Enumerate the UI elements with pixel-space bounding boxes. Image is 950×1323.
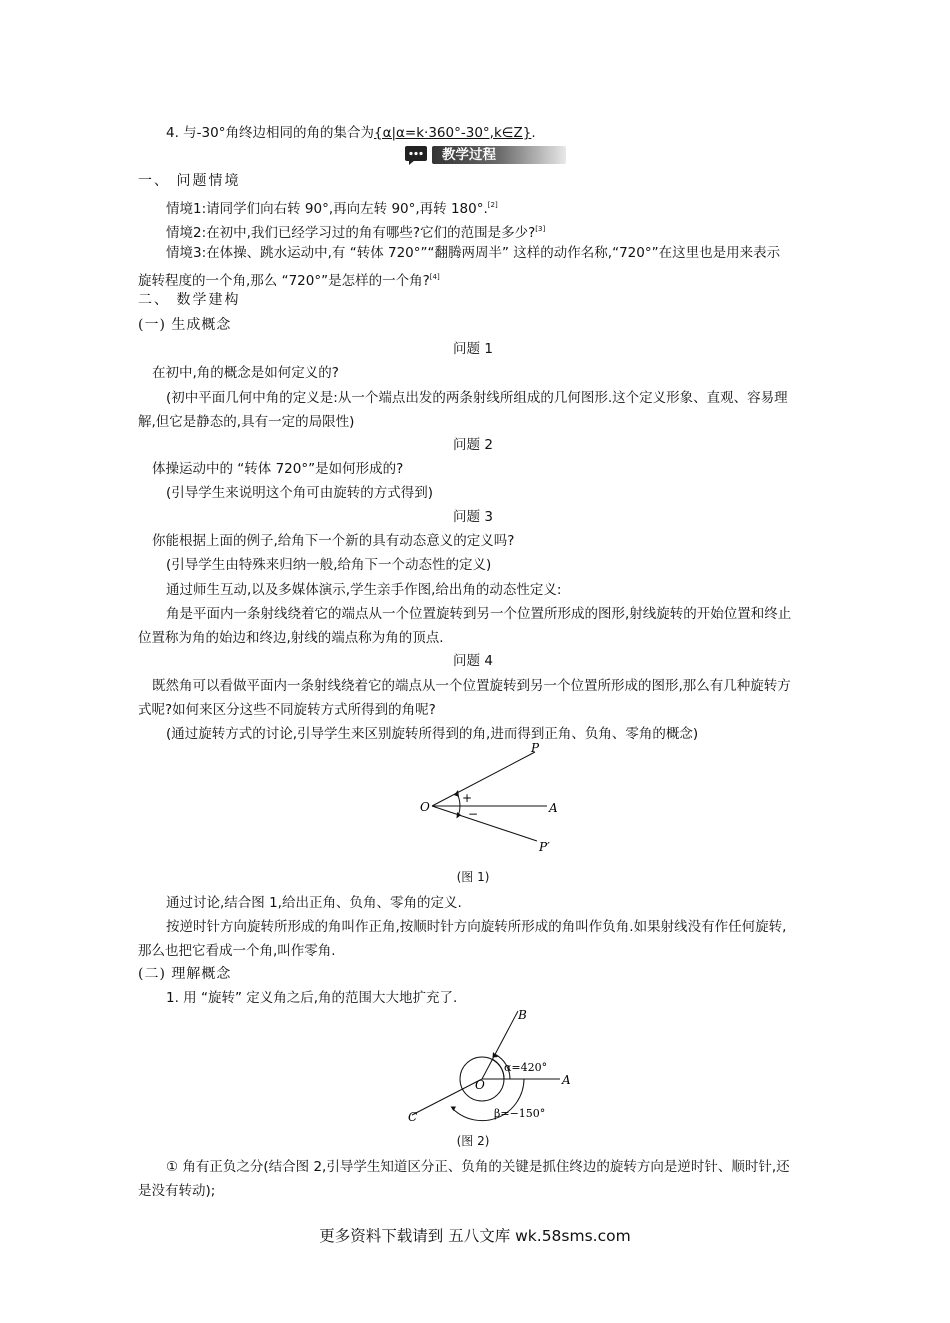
question-3-text: 你能根据上面的例子,给角下一个新的具有动态意义的定义吗?	[152, 533, 515, 549]
scenario-3-line1: 情境3:在体操、跳水运动中,有 “转体 720°”“翻腾两周半” 这样的动作名称,“720°”在这里也是用来表示	[166, 245, 781, 261]
label-beta: β=−150°	[494, 1107, 546, 1120]
question-2-text: 体操运动中的 “转体 720°”是如何形成的?	[152, 461, 404, 477]
speech-bubble-icon	[404, 144, 430, 166]
figure-2-diagram	[400, 1005, 580, 1127]
question-1-title: 问题 1	[453, 341, 493, 357]
section-banner	[404, 144, 566, 166]
scenario-3-line2: 旋转程度的一个角,那么 “720°”是怎样的一个角?[4]	[138, 273, 440, 289]
label-A: A	[549, 801, 558, 815]
label-C: C	[408, 1110, 418, 1124]
subsection-heading-1: (一) 生成概念	[138, 317, 232, 333]
label-alpha: α=420°	[504, 1061, 548, 1074]
label-P-prime: P′	[539, 840, 550, 854]
definition-intro: 通过讨论,结合图 1,给出正角、负角、零角的定义.	[166, 895, 462, 911]
label-A: A	[562, 1073, 571, 1087]
paragraph-rotation-range: 1. 用 “旋转” 定义角之后,角的范围大大地扩充了.	[166, 990, 458, 1006]
section-heading-2: 二、 数学建构	[138, 292, 241, 308]
question-1-text: 在初中,角的概念是如何定义的?	[152, 365, 339, 381]
point-1-line1: ① 角有正负之分(结合图 2,引导学生知道区分正、负角的关键是抓住终边的旋转方向是逆时针、顺时针,还	[166, 1159, 790, 1175]
angle-set: {α|α=k·360°-30°,k∈Z}	[373, 125, 532, 141]
point-1-line2: 是没有转动);	[138, 1183, 216, 1199]
label-B: B	[518, 1008, 527, 1022]
question-3-answer: (引导学生由特殊来归纳一般,给角下一个动态性的定义)	[166, 557, 492, 573]
label-O: O	[420, 800, 430, 814]
question-3-title: 问题 3	[453, 509, 493, 525]
scenario-2: 情境2:在初中,我们已经学习过的角有哪些?它们的范围是多少?[3]	[166, 225, 546, 241]
question-1-answer-line1: (初中平面几何中角的定义是:从一个端点出发的两条射线所组成的几何图形.这个定义形象、直观、容易理	[166, 390, 788, 406]
angle-definition-line2: 位置称为角的始边和终边,射线的端点称为角的顶点.	[138, 630, 444, 646]
question-4-answer: (通过旋转方式的讨论,引导学生来区别旋转所得到的角,进而得到正角、负角、零角的概念)	[166, 726, 699, 742]
question-4-line2: 式呢?如何来区分这些不同旋转方式所得到的角呢?	[138, 702, 436, 718]
figure-1-diagram	[410, 740, 570, 860]
question-4-line1: 既然角可以看做平面内一条射线绕着它的端点从一个位置旋转到另一个位置所形成的图形,那么有几种旋转方	[152, 678, 791, 694]
definition-line2: 那么也把它看成一个角,叫作零角.	[138, 943, 336, 959]
question-1-answer-line2: 解,但它是静态的,具有一定的局限性)	[138, 414, 355, 430]
question-4-title: 问题 4	[453, 653, 493, 669]
label-O: O	[475, 1078, 485, 1092]
figure-1-caption: (图 1)	[456, 870, 490, 884]
question-3-note: 通过师生互动,以及多媒体演示,学生亲手作图,给出角的动态性定义:	[166, 582, 562, 598]
question-2-title: 问题 2	[453, 437, 493, 453]
label-minus: −	[468, 807, 479, 821]
definition-line1: 按逆时针方向旋转所形成的角叫作正角,按顺时针方向旋转所形成的角叫作负角.如果射线没有作任何旋转,	[166, 919, 787, 935]
subsection-heading-2: (二) 理解概念	[138, 966, 232, 982]
section-heading-1: 一、 问题情境	[138, 173, 241, 189]
banner-label: 教学过程	[442, 147, 496, 163]
item-4: 4. 与-30°角终边相同的角的集合为{α|α=k·360°-30°,k∈Z}.	[166, 125, 536, 141]
ray-OP-prime	[432, 806, 537, 841]
ray-OP	[432, 752, 535, 806]
figure-2-caption: (图 2)	[456, 1134, 490, 1148]
label-P: P	[531, 741, 540, 755]
angle-definition-line1: 角是平面内一条射线绕着它的端点从一个位置旋转到另一个位置所形成的图形,射线旋转的开始位置和终止	[166, 606, 792, 622]
label-plus: +	[462, 791, 473, 805]
footer-download-note: 更多资料下载请到 五八文库 wk.58sms.com	[319, 1227, 631, 1245]
question-2-answer: (引导学生来说明这个角可由旋转的方式得到)	[166, 485, 434, 501]
scenario-1: 情境1:请同学们向右转 90°,再向左转 90°,再转 180°.[2]	[166, 201, 498, 217]
ray-OC	[412, 1079, 482, 1115]
